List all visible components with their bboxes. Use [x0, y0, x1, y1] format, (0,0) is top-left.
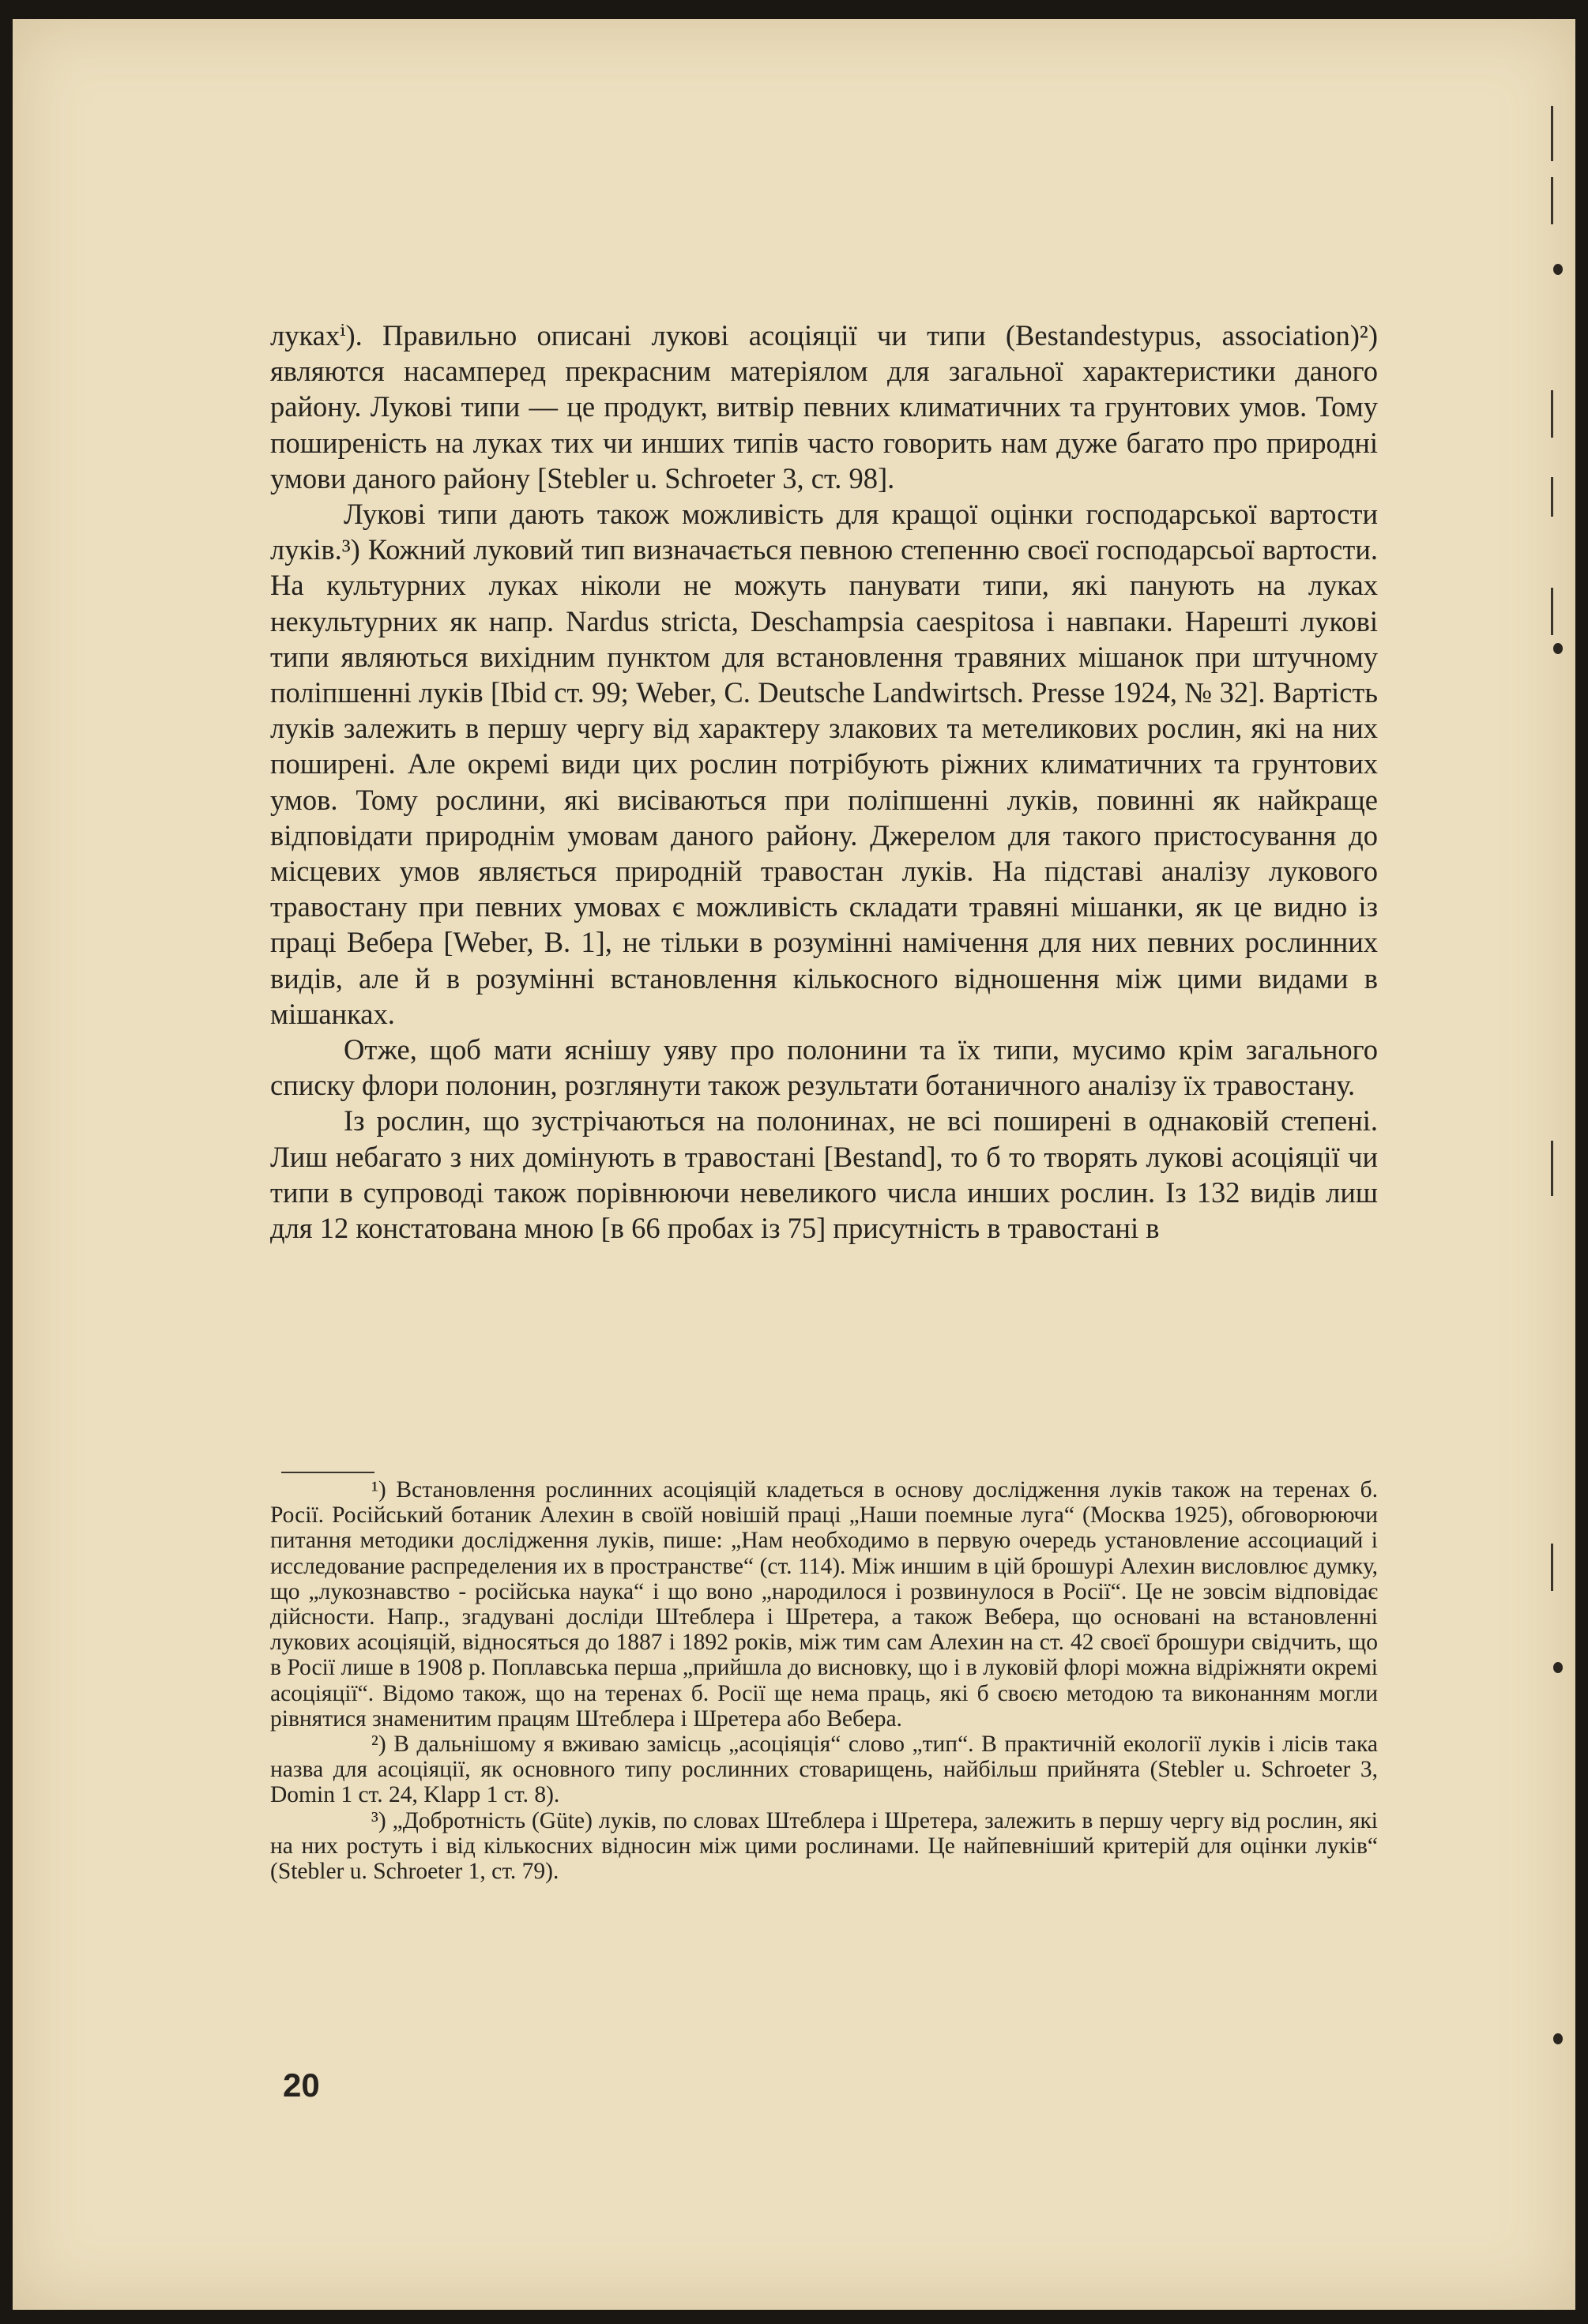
- binding-mark: [1551, 106, 1553, 161]
- document-page: [13, 19, 1575, 2310]
- body-paragraph: лукахⁱ). Правильно описані лукові асоціяції чи типи (Bestandestypus, association)²) являются насамперед прекрасним матеріялом для загальної характеристики даного району. Лукові типи — це продукт, витвір певних климатичних та грунтових умов. Тому поширеність на луках тих чи инших типів часто говорить нам дуже багато про природні умови даного району [Stebler u. Schroeter 3, ст. 98].: [270, 319, 1378, 495]
- binding-hole: [1553, 2033, 1563, 2044]
- binding-hole: [1553, 264, 1563, 275]
- binding-mark: [1551, 1141, 1553, 1196]
- footnote: ³) „Добротність (Güte) луків, по словах Штеблера і Шретера, залежить в першу чергу від рослин, які на них ростуть і від кількосних відносин між цими рослинами. Це найпевніший критерій для оцінки луків“ (Stebler u. Schroeter 1, ст. 79).: [270, 1807, 1378, 1885]
- body-paragraph: Лукові типи дають також можливість для кращої оцінки господарської вартости луків.³) Кожний луковий тип визначається певною степенню своєї господарсьої вартости. На культурних луках ніколи не можуть панувати типи, які панують на луках некультурних як напр. Nardus stricta, Deschampsia caespitosa і навпаки. Нарешті лукові типи являються вихідним пунктом для встановлення травяних мішанок при штучному поліпшенні луків [Ibid ст. 99; Weber, C. Deutsche Landwirtsch. Presse 1924, № 32]. Вартість луків залежить в першу чергу від характеру злакових та метеликових рослин, які на них поширені. Але окремі види цих рослин потрібують ріжних климатичних та грунтових умов. Тому рослини, які висіваються при поліпшенні луків, повинні як найкраще відповідати природнім умовам даного району. Джерелом для такого пристосування до місцевих умов являється природній травостан луків. На підставі аналізу лукового травостану при певних умовах є можливість складати травяні мішанки, як це видно із праці Вебера [Weber, B. 1], не тільки в розумінні намічення для них певних рослинних видів, але й в розумінні встановлення кількосного відношення між цими видами в мішанках.: [270, 498, 1378, 1030]
- binding-mark: [1551, 588, 1553, 635]
- binding-hole: [1553, 1662, 1563, 1673]
- binding-mark: [1551, 1544, 1553, 1591]
- body-paragraph: Отже, щоб мати яснішу уяву про полонини та їх типи, мусимо крім загального списку флори полонин, розглянути також результати ботаничного аналізу їх травостану.: [270, 1033, 1378, 1102]
- footnote: ²) В дальнішому я вживаю замісць „асоціяція“ слово „тип“. В практичній екології луків і лісів така назва для асоціяції, як основного типу рослинних стоварищень, найбільш прийнята (Stebler u. Schroeter 3, Domin 1 ст. 24, Klapp 1 ст. 8).: [270, 1732, 1378, 1808]
- binding-mark: [1551, 177, 1553, 224]
- binding-mark: [1551, 390, 1553, 438]
- page-number: 20: [283, 2066, 320, 2104]
- binding-hole: [1553, 643, 1563, 654]
- body-paragraph: Із рослин, що зустрічаються на полонинах, не всі поширені в однаковій степені. Лиш небагато з них домінують в травостані [Bestand], то б то творять лукові асоціяції чи типи в супроводі також порівнюючи невеликого числа инших рослин. Із 132 видів лиш для 12 констатована мною [в 66 пробах із 75] присутність в травостані в: [270, 1104, 1378, 1245]
- footnote-divider: [281, 1472, 374, 1473]
- body-text: [270, 318, 1378, 1246]
- footnotes: [270, 1477, 1378, 1884]
- footnote: ¹) Встановлення рослинних асоціяцій кладеться в основу дослідження луків також на теренах б. Росії. Російський ботаник Алехин в своїй новішій праці „Наши поемные луга“ (Москва 1925), обговорюючи питання методики дослідження луків, пише: „Нам необходимо в первую очередь установление ассоциаций і исследование распределения их в пространстве“ (ст. 114). Між иншим в цій брошурі Алехин висловлює думку, що „лукознавство - російська наука“ і що воно „народилося і розвинулося в Росії“. Це не зовсім відповідає дійсности. Напр., згадувані досліди Штеблера і Шретера, а також Вебера, що основані на встановленні лукових асоціяцій, відносяться до 1887 і 1892 років, між тим сам Алехин на ст. 42 своєї брошури свідчить, що в Росії лише в 1908 р. Поплавська перша „прийшла до висновку, що і в луковій флорі можна відріжняти окремі асоціяції“. Відомо також, що на теренах б. Росії ще нема праць, які б своєю методою та виконанням могли рівнятися знаменитим працям Штеблера і Шретера або Вебера.: [270, 1477, 1378, 1732]
- binding-mark: [1551, 477, 1553, 517]
